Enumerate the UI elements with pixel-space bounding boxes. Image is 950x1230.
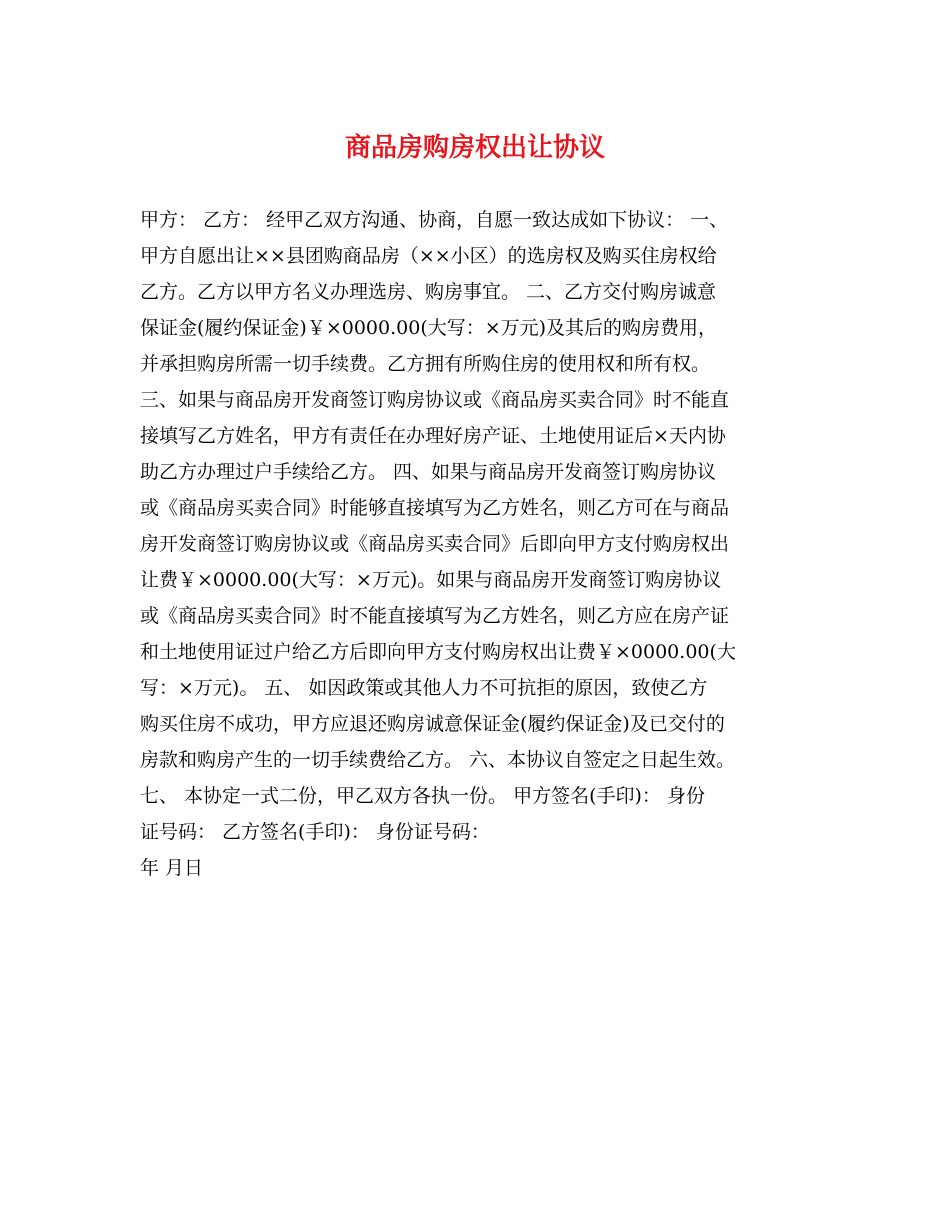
- body-line: 和土地使用证过户给乙方后即向甲方支付购房权出让费￥×0000.00(大: [140, 641, 736, 663]
- body-line: 甲方： 乙方： 经甲乙双方沟通、协商，自愿一致达成如下协议： 一、: [140, 209, 729, 231]
- body-line: 接填写乙方姓名，甲方有责任在办理好房产证、土地使用证后×天内协: [140, 425, 726, 447]
- body-line: 甲方自愿出让××县团购商品房（××小区）的选房权及购买住房权给: [140, 245, 717, 267]
- body-line: 三、如果与商品房开发商签订购房协议或《商品房买卖合同》时不能直: [140, 389, 730, 411]
- body-line: 证号码： 乙方签名(手印)： 身份证号码：: [140, 821, 490, 843]
- body-line: 或《商品房买卖合同》时不能直接填写为乙方姓名，则乙方应在房产证: [140, 605, 730, 627]
- document-title: 商品房购房权出让协议: [344, 133, 605, 163]
- body-line: 房开发商签订购房协议或《商品房买卖合同》后即向甲方支付购房权出: [140, 533, 730, 555]
- body-line: 让费￥×0000.00(大写：×万元)。如果与商品房开发商签订购房协议: [140, 569, 722, 591]
- body-line: 保证金(履约保证金)￥×0000.00(大写：×万元)及其后的购房费用，: [140, 317, 718, 339]
- body-line: 助乙方办理过户手续给乙方。 四、如果与商品房开发商签订购房协议: [140, 461, 717, 483]
- body-line: 或《商品房买卖合同》时能够直接填写为乙方姓名，则乙方可在与商品: [140, 497, 730, 519]
- date-line: 年 月日: [140, 857, 204, 879]
- body-line: 房款和购房产生的一切手续费给乙方。 六、本协议自签定之日起生效。: [140, 749, 736, 771]
- body-line: 并承担购房所需一切手续费。乙方拥有所购住房的使用权和所有权。: [140, 353, 711, 375]
- body-line: 乙方。乙方以甲方名义办理选房、购房事宜。 二、乙方交付购房诚意: [140, 281, 717, 303]
- body-line: 写：×万元)。 五、 如因政策或其他人力不可抗拒的原因，致使乙方: [140, 677, 708, 699]
- body-line: 购买住房不成功，甲方应退还购房诚意保证金(履约保证金)及已交付的: [140, 713, 725, 735]
- body-line: 七、 本协定一式二份，甲乙双方各执一份。 甲方签名(手印)： 身份: [140, 785, 705, 807]
